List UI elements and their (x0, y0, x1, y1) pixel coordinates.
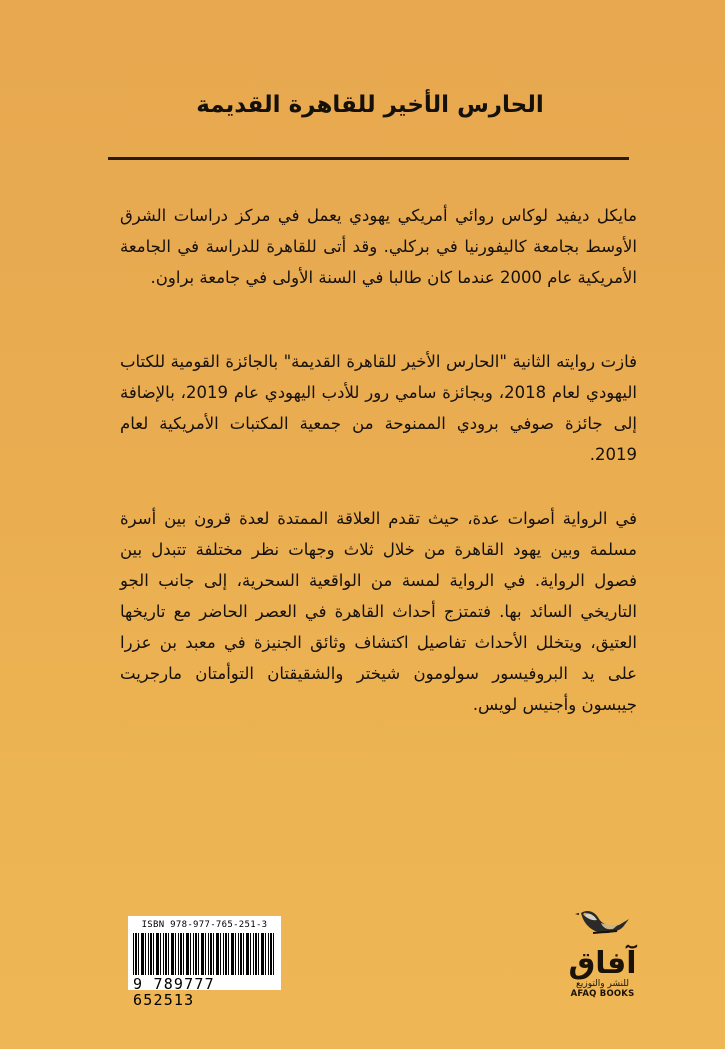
publisher-name-en: AFAQ BOOKS (570, 989, 635, 999)
awards-paragraph: فازت روايته الثانية "الحارس الأخير للقاهرة القديمة" بالجائزة القومية للكتاب اليهودي لعام 2018، وبجائزة سامي رور للأدب اليهودي عام 2019، بالإضافة إلى جائزة صوفي برودي الممنوحة من جمعية المكتبات الأمريكية لعام 2019. (120, 352, 638, 464)
publisher-logo (565, 905, 640, 1005)
publisher-name-ar: آفاق (568, 946, 637, 981)
barcode-bars-icon (133, 933, 276, 975)
author-bio-paragraph: مايكل ديفيد لوكاس روائي أمريكي يهودي يعمل في مركز دراسات الشرق الأوسط بجامعة كاليفورنيا في بركلي. وقد أتى للقاهرة للدراسة في الجامعة الأمريكية عام 2000 عندما كان طالبا في السنة الأولى في جامعة براون. (120, 206, 637, 287)
synopsis-paragraph: في الرواية أصوات عدة، حيث تقدم العلاقة الممتدة لعدة قرون بين أسرة مسلمة وبين يهود القاهرة من خلال ثلاث وجهات نظر مختلفة تتبدل بين فصول الرواية. في الرواية لمسة من الواقعية السحرية، إلى جانب الجو التاريخي السائد بها. فتمتزج أحداث القاهرة في العصر الحاضر مع تاريخها العتيق، ويتخلل الأحداث تفاصيل اكتشاف وثائق الجنيزة في معبد بن عزرا على يد البروفيسور سولومون شيختر والشقيقتان التوأمتان مارجريت جيبسون وأجنيس لويس. (120, 509, 637, 714)
bird-icon (573, 905, 633, 943)
isbn-label: ISBN 978-977-765-251-3 (141, 920, 268, 930)
ean-digits: 9 789777 652513 (133, 975, 215, 1009)
isbn-barcode (128, 916, 281, 1009)
publisher-tagline-ar: للنشر والتوزيع (576, 979, 629, 989)
book-title: الحارس الأخير للقاهرة القديمة (196, 92, 544, 118)
title-divider (108, 157, 629, 160)
